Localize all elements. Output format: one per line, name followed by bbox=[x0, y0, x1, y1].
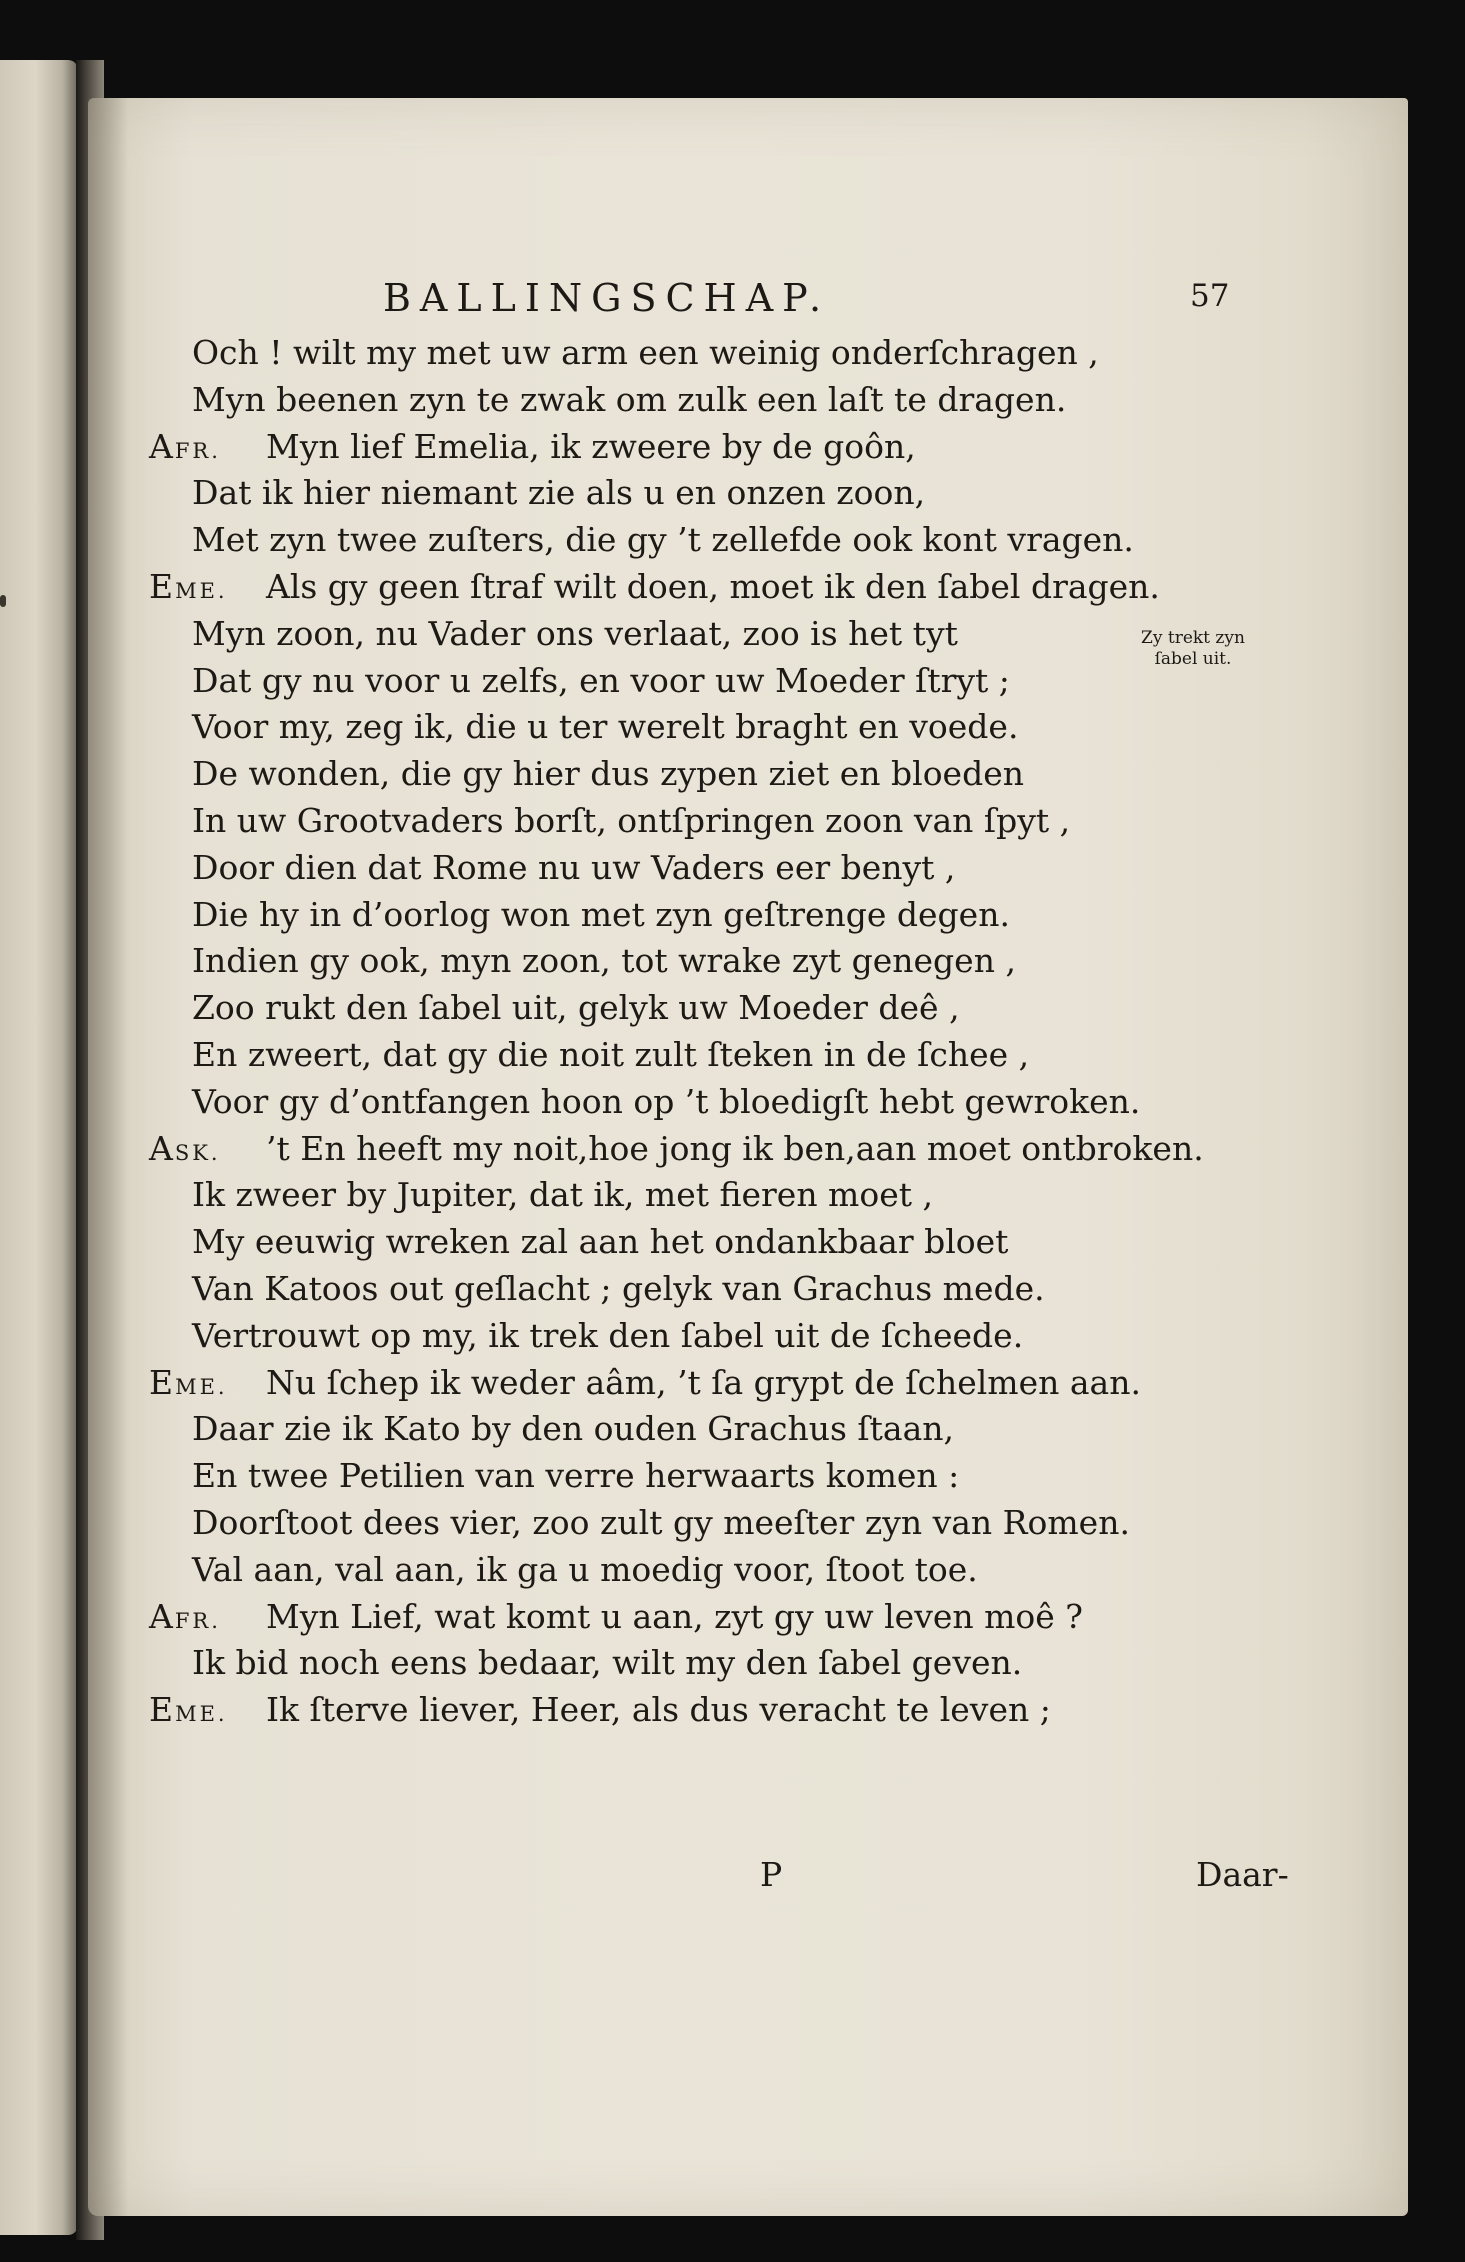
page-text bbox=[88, 98, 1408, 2216]
facing-page-mark bbox=[0, 595, 6, 607]
verse-line bbox=[88, 517, 1408, 564]
speaker-label bbox=[149, 1126, 221, 1177]
stage-direction-line: Zy trekt zyn bbox=[1141, 628, 1245, 648]
page-footer bbox=[88, 1855, 1408, 1899]
verse-text: Indien gy ook, myn zoon, tot wrake zyt genegen , bbox=[192, 941, 1016, 981]
verse-text: Dat gy nu voor u zelfs, en voor uw Moeder ſtryt ; bbox=[192, 660, 1010, 700]
speaker-initial: A bbox=[149, 1596, 175, 1636]
verse-line bbox=[88, 985, 1408, 1032]
verse-text: Och ! wilt my met uw arm een weinig onderſchragen , bbox=[192, 333, 1099, 372]
verse-line bbox=[88, 470, 1408, 517]
verse-line bbox=[88, 1172, 1408, 1219]
verse-text: Als gy geen ſtraf wilt doen, moet ik den ſabel dragen. bbox=[266, 566, 1160, 606]
speaker-abbrev: FR. bbox=[174, 1608, 221, 1633]
speaker-abbrev: ME. bbox=[175, 1702, 228, 1727]
stage-direction bbox=[1118, 628, 1268, 670]
verse-text: De wonden, die gy hier dus zypen ziet en bloeden bbox=[192, 754, 1024, 794]
verse-text: Doorſtoot dees vier, zoo zult gy meeſter zyn van Romen. bbox=[192, 1502, 1130, 1542]
speaker-label bbox=[149, 1594, 221, 1645]
stage-direction-line: ſabel uit. bbox=[1154, 649, 1232, 669]
verse-text: In uw Grootvaders borſt, ontſpringen zoon van ſpyt , bbox=[192, 800, 1071, 840]
speaker-abbrev: SK. bbox=[174, 1140, 221, 1165]
verse-line bbox=[88, 377, 1408, 424]
verse-text: Vertrouwt op my, ik trek den ſabel uit de ſcheede. bbox=[192, 1315, 1024, 1355]
verse-line bbox=[88, 1079, 1408, 1126]
verse-text: Die hy in d’oorlog won met zyn geſtrenge degen. bbox=[192, 894, 1010, 934]
verse-line bbox=[88, 1453, 1408, 1500]
speaker-label bbox=[149, 564, 228, 615]
verse-text: Myn beenen zyn te zwak om zulk een laſt te dragen. bbox=[192, 379, 1067, 419]
speaker-initial: A bbox=[149, 426, 175, 466]
verse-line bbox=[88, 1126, 1408, 1173]
verse-text: Van Katoos out geſlacht ; gelyk van Grachus mede. bbox=[192, 1268, 1045, 1308]
verse-line bbox=[88, 892, 1408, 939]
verse-text: Ik bid noch eens bedaar, wilt my den ſabel geven. bbox=[192, 1643, 1023, 1683]
speaker-initial: E bbox=[149, 1362, 176, 1402]
verse-text: Voor gy d’ontfangen hoon op ’t bloedigſt hebt gewroken. bbox=[192, 1081, 1141, 1121]
verse-line bbox=[88, 704, 1408, 751]
catchword: Daar- bbox=[1196, 1855, 1289, 1894]
verse-line bbox=[88, 1313, 1408, 1360]
verse-text: En twee Petilien van verre herwaarts komen : bbox=[192, 1456, 960, 1496]
verse-line bbox=[88, 1032, 1408, 1079]
facing-page-edge bbox=[0, 60, 78, 2235]
verse-line bbox=[88, 1640, 1408, 1687]
verse-text: Daar zie ik Kato by den ouden Grachus ſtaan, bbox=[192, 1409, 954, 1449]
verse-text: Ik zweer by Jupiter, dat ik, met fieren moet , bbox=[192, 1175, 933, 1215]
verse-text: Myn lief Emelia, ik zweere by de goôn, bbox=[266, 426, 916, 466]
verse-line bbox=[88, 1594, 1408, 1641]
verse-lines bbox=[88, 330, 1408, 1734]
verse-line bbox=[88, 798, 1408, 845]
verse-line bbox=[88, 1547, 1408, 1594]
verse-text: Dat ik hier niemant zie als u en onzen zoon, bbox=[192, 473, 926, 513]
verse-line bbox=[88, 1687, 1408, 1734]
verse-line bbox=[88, 424, 1408, 471]
page-number: 57 bbox=[1190, 278, 1230, 314]
verse-text: Door dien dat Rome nu uw Vaders eer benyt , bbox=[192, 847, 956, 887]
verse-text: Zoo rukt den ſabel uit, gelyk uw Moeder deê , bbox=[192, 988, 960, 1028]
verse-line bbox=[88, 1266, 1408, 1313]
verse-text: Nu ſchep ik weder aâm, ’t ſa grypt de ſchelmen aan. bbox=[266, 1362, 1141, 1402]
speaker-initial: E bbox=[149, 1690, 176, 1730]
speaker-abbrev: ME. bbox=[175, 578, 228, 603]
verse-text: Val aan, val aan, ik ga u moedig voor, ſtoot toe. bbox=[192, 1549, 978, 1589]
verse-line bbox=[88, 938, 1408, 985]
speaker-abbrev: ME. bbox=[175, 1374, 228, 1399]
verse-line bbox=[88, 751, 1408, 798]
book-page bbox=[88, 98, 1408, 2216]
speaker-initial: A bbox=[149, 1128, 175, 1168]
verse-line bbox=[88, 1360, 1408, 1407]
speaker-label bbox=[149, 1687, 228, 1738]
verse-line bbox=[88, 1500, 1408, 1547]
verse-line bbox=[88, 845, 1408, 892]
speaker-abbrev: FR. bbox=[174, 438, 221, 463]
speaker-initial: E bbox=[149, 566, 176, 606]
speaker-label bbox=[149, 1360, 228, 1411]
verse-text: ’t En heeft my noit,hoe jong ik ben,aan moet ontbroken. bbox=[266, 1128, 1204, 1168]
verse-text: En zweert, dat gy die noit zult ſteken in de ſchee , bbox=[192, 1034, 1030, 1074]
signature-mark: P bbox=[760, 1855, 783, 1894]
verse-line bbox=[88, 564, 1408, 611]
speaker-label bbox=[149, 424, 221, 475]
verse-text: Myn Lief, wat komt u aan, zyt gy uw leven moê ? bbox=[266, 1596, 1083, 1636]
verse-line bbox=[88, 1406, 1408, 1453]
running-head: BALLINGSCHAP. bbox=[383, 276, 831, 320]
verse-line bbox=[88, 1219, 1408, 1266]
verse-text: Met zyn twee zuſters, die gy ’t zellefde ook kont vragen. bbox=[192, 520, 1134, 560]
verse-text: Voor my, zeg ik, die u ter werelt braght en voede. bbox=[192, 707, 1019, 747]
verse-text: Ik ſterve liever, Heer, als dus veracht te leven ; bbox=[266, 1690, 1051, 1730]
verse-text: My eeuwig wreken zal aan het ondankbaar bloet bbox=[192, 1222, 1009, 1262]
verse-text: Myn zoon, nu Vader ons verlaat, zoo is het tyt bbox=[192, 613, 958, 653]
verse-line bbox=[88, 330, 1408, 377]
